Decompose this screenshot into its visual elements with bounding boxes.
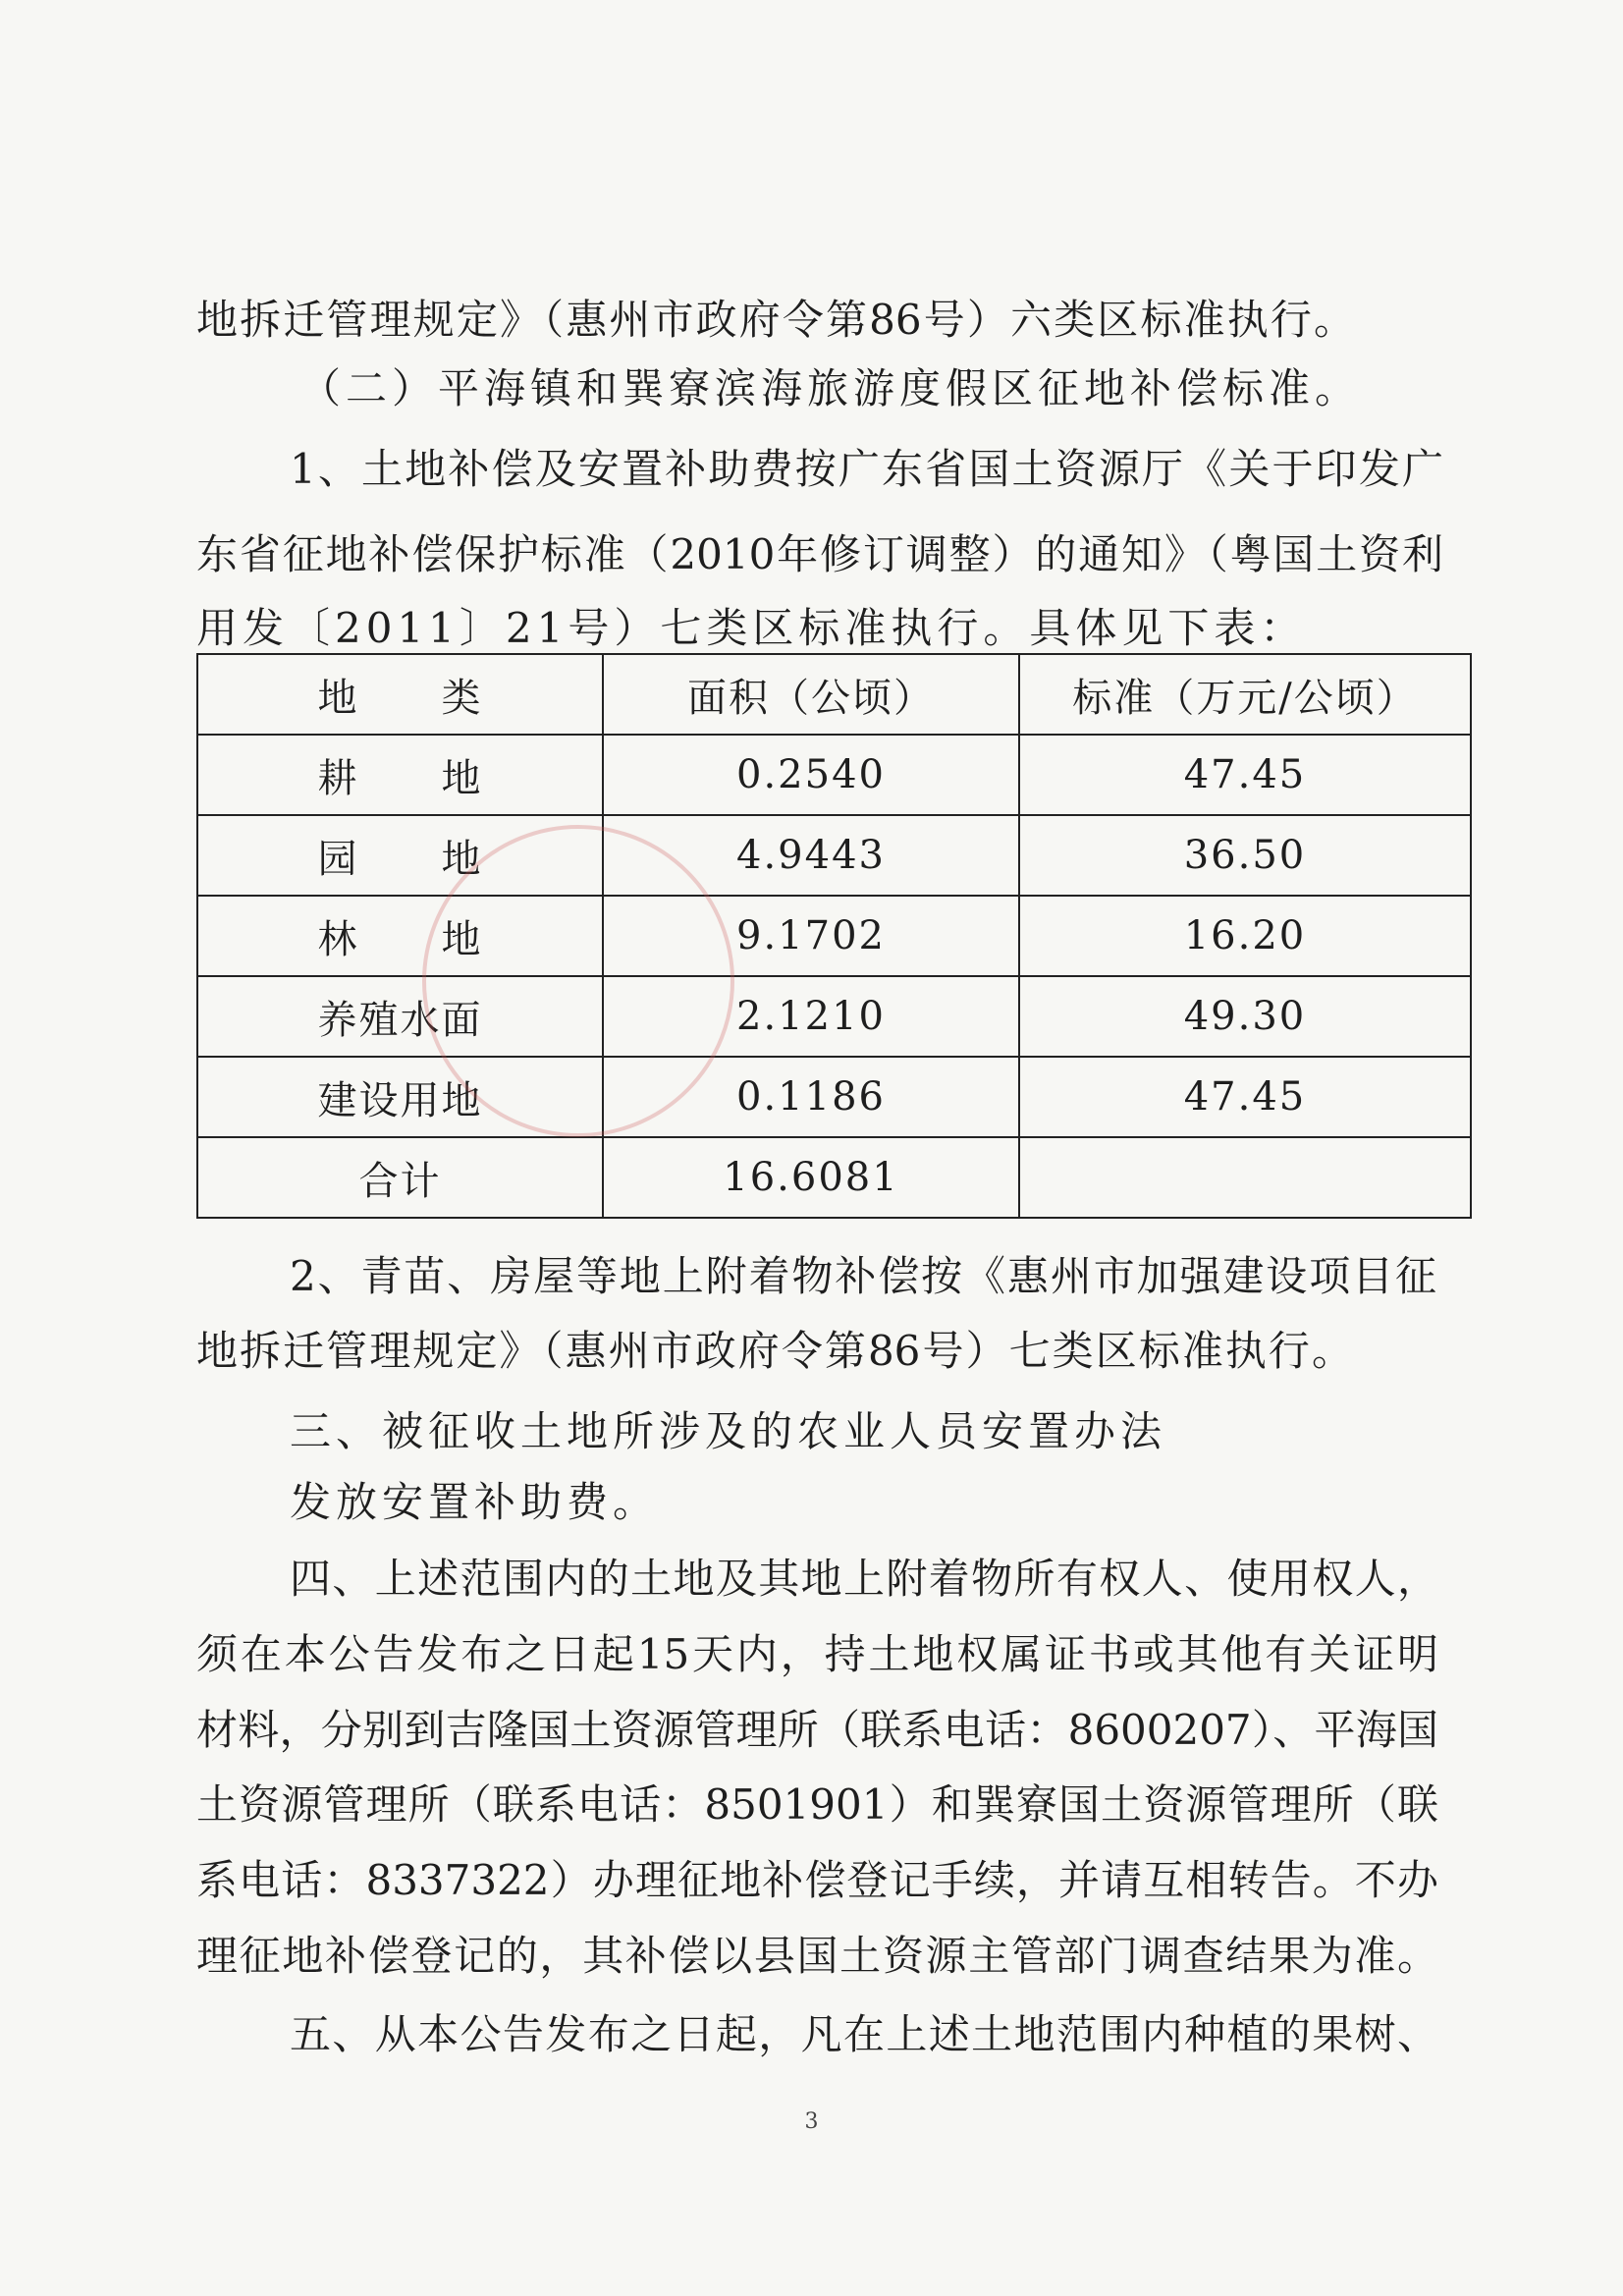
table-cell: 47.45: [1019, 1057, 1471, 1137]
table-cell: 2.1210: [603, 976, 1019, 1057]
section-heading: （二）平海镇和巽寮滨海旅游度假区征地补偿标准。: [299, 364, 1362, 412]
table-cell: 16.20: [1019, 896, 1471, 976]
paragraph-line: 1、土地补偿及安置补助费按广东省国土资源厅《关于印发广: [290, 445, 1443, 493]
paragraph-line: 须在本公告发布之日起15天内，持土地权属证书或其他有关证明: [196, 1630, 1438, 1678]
table-cell: 0.1186: [603, 1057, 1019, 1137]
table-cell: 49.30: [1019, 976, 1471, 1057]
header-standard: 标准（万元/公顷）: [1019, 654, 1471, 735]
table-row: [197, 815, 1471, 896]
table-row: [197, 1057, 1471, 1137]
paragraph-line: 发放安置补助费。: [290, 1478, 660, 1526]
table-cell: 林 地: [197, 896, 603, 976]
table-cell: 养殖水面: [197, 976, 603, 1057]
table-cell: 0.2540: [603, 735, 1019, 815]
header-land-type: 地 类: [197, 654, 603, 735]
paragraph-line: 四、上述范围内的土地及其地上附着物所有权人、使用权人，: [290, 1555, 1438, 1603]
paragraph-line: 土资源管理所（联系电话：8501901）和巽寮国土资源管理所（联: [196, 1780, 1438, 1829]
table-cell: 建设用地: [197, 1057, 603, 1137]
table-cell: [1019, 1137, 1471, 1218]
table-row: [197, 735, 1471, 815]
table-cell: 耕 地: [197, 735, 603, 815]
paragraph-line: 理征地补偿登记的，其补偿以县国土资源主管部门调查结果为准。: [196, 1932, 1438, 1980]
header-area: 面积（公顷）: [603, 654, 1019, 735]
paragraph-line: 用发〔2011〕21号）七类区标准执行。具体见下表：: [196, 604, 1307, 652]
table-cell: 16.6081: [603, 1137, 1019, 1218]
table-total-row: [197, 1137, 1471, 1218]
section-heading: 三、被征收土地所涉及的农业人员安置办法: [290, 1407, 1167, 1455]
paragraph-line: 五、从本公告发布之日起，凡在上述土地范围内种植的果树、: [290, 2010, 1438, 2058]
table-cell: 9.1702: [603, 896, 1019, 976]
paragraph-line: 地拆迁管理规定》（惠州市政府令第86号）七类区标准执行。: [196, 1327, 1353, 1375]
paragraph-line: 材料，分别到吉隆国土资源管理所（联系电话：8600207）、平海国: [196, 1706, 1438, 1754]
table-row: [197, 896, 1471, 976]
table-header-row: [197, 654, 1471, 735]
compensation-table: [196, 653, 1472, 1219]
paragraph-line: 地拆迁管理规定》（惠州市政府令第86号）六类区标准执行。: [196, 296, 1355, 344]
paragraph-line: 东省征地补偿保护标准（2010年修订调整）的通知》（粤国土资利: [196, 530, 1443, 578]
table-cell: 合计: [197, 1137, 603, 1218]
table-cell: 园 地: [197, 815, 603, 896]
table-cell: 36.50: [1019, 815, 1471, 896]
paragraph-line: 2、青苗、房屋等地上附着物补偿按《惠州市加强建设项目征: [290, 1252, 1436, 1300]
table-cell: 4.9443: [603, 815, 1019, 896]
paragraph-line: 系电话：8337322）办理征地补偿登记手续，并请互相转告。不办: [196, 1856, 1438, 1904]
table-cell: 47.45: [1019, 735, 1471, 815]
page-number: 3: [804, 2109, 819, 2134]
table-row: [197, 976, 1471, 1057]
